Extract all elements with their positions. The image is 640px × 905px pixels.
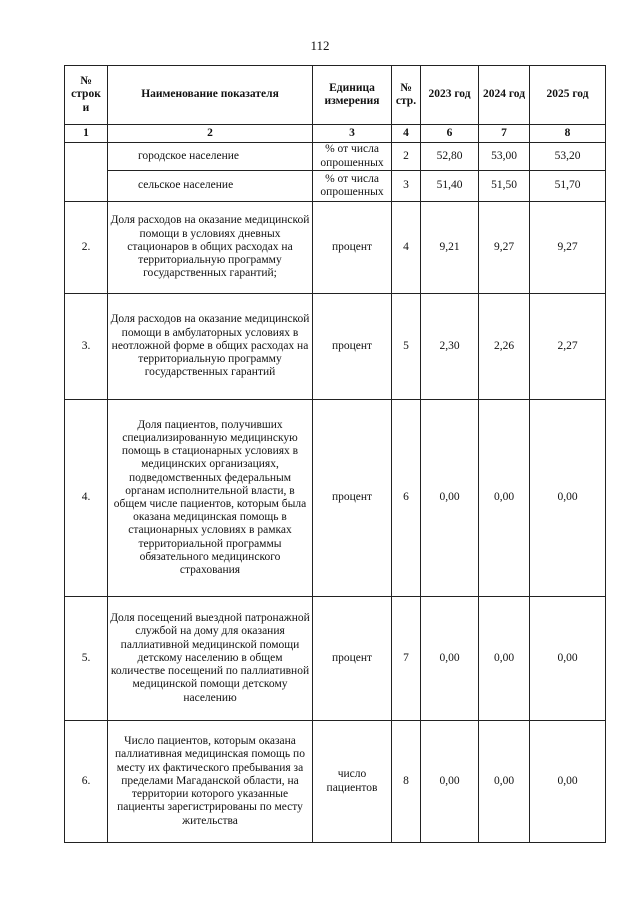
unit: % от числа опрошенных xyxy=(313,171,392,202)
row-number xyxy=(65,143,108,202)
page-number: 112 xyxy=(310,38,330,53)
row-number: 3. xyxy=(65,294,108,400)
value-2025: 0,00 xyxy=(530,597,606,721)
line-number: 2 xyxy=(392,143,421,171)
line-number: 6 xyxy=(392,400,421,597)
line-number: 3 xyxy=(392,171,421,202)
indicator-name: Доля расходов на оказание медицинской помощи в условиях дневных стационаров в общих расходах на территориальную программу государственных гарантий; xyxy=(108,202,313,294)
table-row xyxy=(65,202,606,294)
value-2024: 2,26 xyxy=(479,294,530,400)
column-number: 1 xyxy=(65,125,108,143)
table-row xyxy=(65,597,606,721)
unit: % от числа опрошенных xyxy=(313,143,392,171)
value-2024: 0,00 xyxy=(479,597,530,721)
value-2025: 2,27 xyxy=(530,294,606,400)
indicators-table xyxy=(64,65,606,843)
indicator-name: городское население xyxy=(108,143,313,171)
row-number: 5. xyxy=(65,597,108,721)
value-2023: 0,00 xyxy=(421,721,479,843)
value-2023: 0,00 xyxy=(421,597,479,721)
value-2023: 2,30 xyxy=(421,294,479,400)
table-row xyxy=(65,171,606,202)
value-2025: 53,20 xyxy=(530,143,606,171)
unit: процент xyxy=(313,202,392,294)
line-number: 7 xyxy=(392,597,421,721)
header-row-no: № строк и xyxy=(65,66,108,125)
indicator-name: Число пациентов, которым оказана паллиативная медицинская помощь по месту их фактического пребывания за пределами Магаданской области, на территории которого указанные пациенты зарегистрированы по месту жительства xyxy=(108,721,313,843)
value-2023: 9,21 xyxy=(421,202,479,294)
value-2024: 9,27 xyxy=(479,202,530,294)
column-number: 8 xyxy=(530,125,606,143)
table-row xyxy=(65,143,606,171)
value-2024: 0,00 xyxy=(479,721,530,843)
value-2024: 0,00 xyxy=(479,400,530,597)
indicator-name: Доля расходов на оказание медицинской помощи в амбулаторных условиях в неотложной форме в общих расходах на территориальную программу государственных гарантий xyxy=(108,294,313,400)
header-2024: 2024 год xyxy=(479,66,530,125)
indicator-name: Доля пациентов, получивших специализированную медицинскую помощь в стационарных условиях в медицинских организациях, подведомственных федеральным органам исполнительной власти, в общем числе пациентов, которым была оказана медицинская помощь в стационарных условиях в рамках территориальной программы обязательного медицинского страхования xyxy=(108,400,313,597)
column-number: 6 xyxy=(421,125,479,143)
column-number: 2 xyxy=(108,125,313,143)
value-2023: 52,80 xyxy=(421,143,479,171)
value-2025: 0,00 xyxy=(530,721,606,843)
table-row xyxy=(65,721,606,843)
value-2023: 0,00 xyxy=(421,400,479,597)
indicator-name: Доля посещений выездной патронажной службой на дому для оказания паллиативной медицинской помощи детскому населению в общем количестве посещений по паллиативной медицинской помощи детскому населению xyxy=(108,597,313,721)
value-2024: 51,50 xyxy=(479,171,530,202)
value-2023: 51,40 xyxy=(421,171,479,202)
column-number: 4 xyxy=(392,125,421,143)
unit: процент xyxy=(313,400,392,597)
line-number: 5 xyxy=(392,294,421,400)
row-number: 2. xyxy=(65,202,108,294)
header-name: Наименование показателя xyxy=(108,66,313,125)
value-2024: 53,00 xyxy=(479,143,530,171)
column-number: 3 xyxy=(313,125,392,143)
column-number: 7 xyxy=(479,125,530,143)
indicator-name: сельское население xyxy=(108,171,313,202)
table-row xyxy=(65,294,606,400)
table-row xyxy=(65,400,606,597)
line-number: 4 xyxy=(392,202,421,294)
unit: процент xyxy=(313,294,392,400)
value-2025: 0,00 xyxy=(530,400,606,597)
unit: число пациентов xyxy=(313,721,392,843)
value-2025: 9,27 xyxy=(530,202,606,294)
line-number: 8 xyxy=(392,721,421,843)
row-number: 6. xyxy=(65,721,108,843)
value-2025: 51,70 xyxy=(530,171,606,202)
unit: процент xyxy=(313,597,392,721)
column-number-row xyxy=(65,125,606,143)
header-2023: 2023 год xyxy=(421,66,479,125)
row-number: 4. xyxy=(65,400,108,597)
table-header-row xyxy=(65,66,606,125)
header-line-no: № стр. xyxy=(392,66,421,125)
header-2025: 2025 год xyxy=(530,66,606,125)
header-unit: Единица измерения xyxy=(313,66,392,125)
